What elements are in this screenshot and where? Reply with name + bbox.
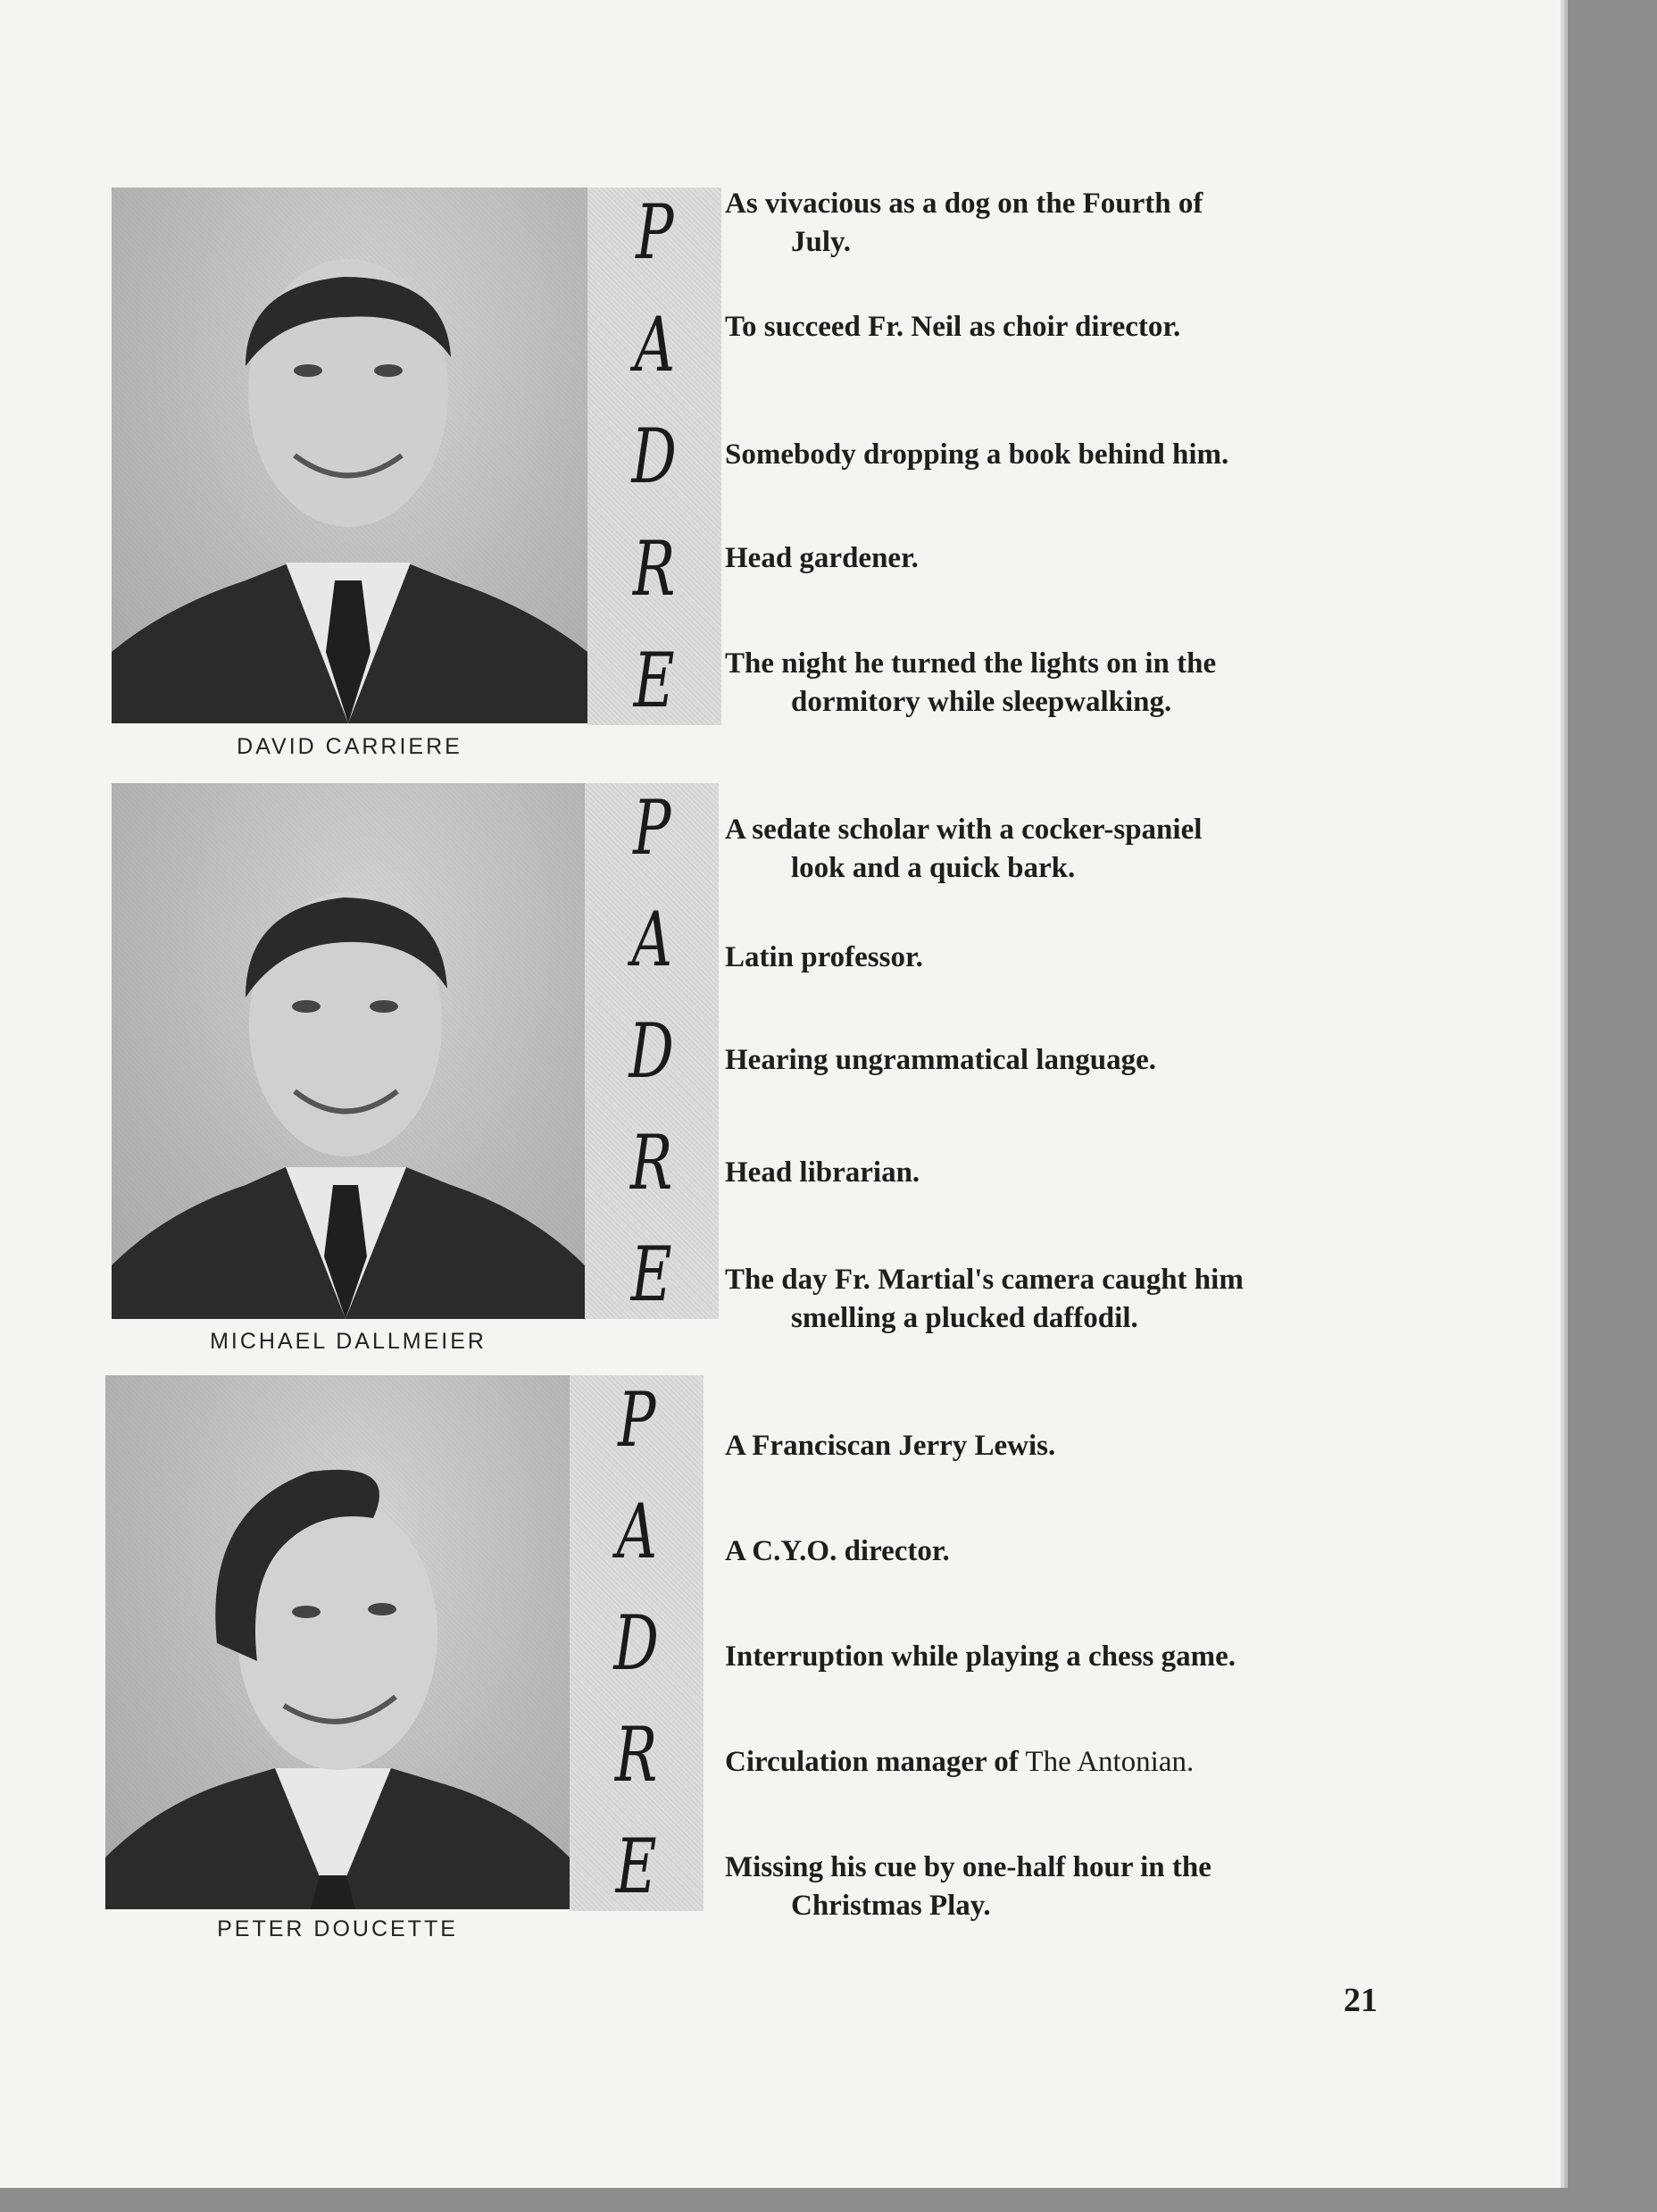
student-name-2: MICHAEL DALLMEIER [210, 1329, 487, 1354]
memory-line: Missing his cue by one-half hour in the Christmas Play. [725, 1851, 1212, 1922]
padre-letter: P [635, 188, 674, 276]
pet-peeve-line: Interruption while playing a chess game. [725, 1640, 1237, 1673]
student-name-1: DAVID CARRIERE [237, 734, 462, 759]
prediction-line: Circulation manager of The Antonian. [725, 1746, 1195, 1778]
ambition-line: A C.Y.O. director. [725, 1535, 950, 1567]
padre-letter: P [617, 1376, 656, 1464]
portrait-photo-2 [112, 783, 585, 1319]
portrait-photo-3 [105, 1375, 570, 1909]
portrait-silhouette-1 [112, 188, 587, 723]
padre-column-2 [585, 783, 719, 1319]
student-name-3: PETER DOUCETTE [217, 1916, 458, 1941]
portrait-silhouette-2 [112, 783, 585, 1319]
padre-letter: P [632, 784, 671, 872]
portrait-silhouette-3 [105, 1375, 570, 1909]
padre-column-1 [587, 188, 721, 725]
trait-line: A Franciscan Jerry Lewis. [725, 1430, 1056, 1462]
portrait-photo-1 [112, 188, 587, 723]
padre-letter: R [633, 524, 676, 613]
padre-column-3 [570, 1375, 704, 1911]
padre-letter: D [613, 1599, 660, 1687]
padre-letter: D [629, 1007, 675, 1095]
prediction-line: Head gardener. [725, 542, 919, 574]
page-number: 21 [1344, 1982, 1378, 2019]
pet-peeve-line: Hearing ungrammatical language. [725, 1044, 1157, 1076]
ambition-line: To succeed Fr. Neil as choir director. [725, 311, 1181, 343]
pet-peeve-line: Somebody dropping a book behind him. [725, 438, 1229, 471]
ambition-line: Latin professor. [725, 941, 923, 973]
padre-letter: R [615, 1711, 658, 1799]
trait-line: As vivacious as a dog on the Fourth of July. [725, 188, 1203, 258]
padre-letter: A [616, 1488, 657, 1575]
padre-letter: D [631, 413, 678, 500]
padre-letter: A [634, 300, 675, 388]
memory-line: The day Fr. Martial's camera caught him smelling a plucked daffodil. [725, 1264, 1244, 1334]
padre-letter: E [630, 1231, 672, 1318]
padre-letter: E [615, 1823, 657, 1910]
padre-letter: R [630, 1119, 673, 1206]
padre-letter: E [633, 637, 675, 724]
padre-letter: A [631, 896, 672, 983]
memory-line: The night he turned the lights on in the dormitory while sleepwalking. [725, 647, 1217, 718]
prediction-line: Head librarian. [725, 1156, 920, 1189]
trait-line: A sedate scholar with a cocker-spaniel look and a quick bark. [725, 814, 1203, 884]
